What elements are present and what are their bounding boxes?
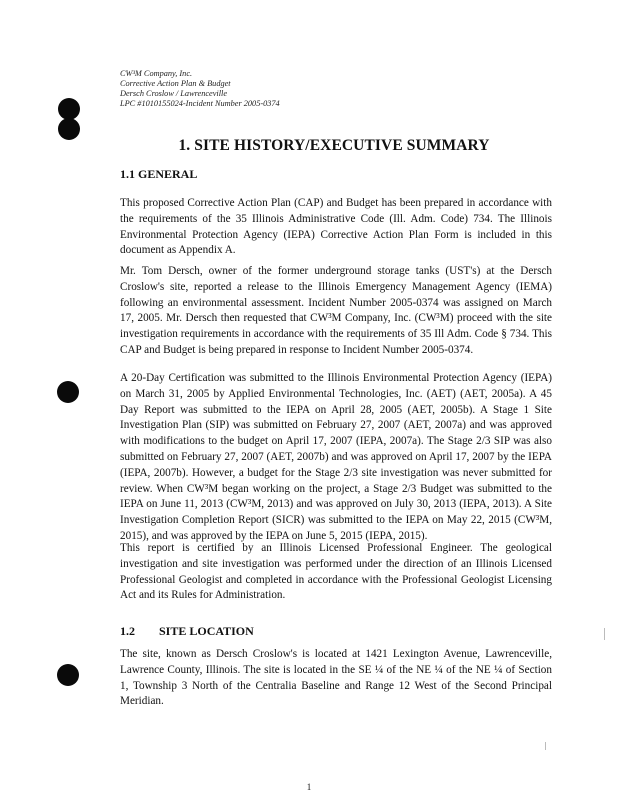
paragraph: This proposed Corrective Action Plan (CAP) and Budget has been prepared in accordance with the requirements of the 35 Illinois Administrative Code (Ill. Adm. Code) 734. The Illinois Environmental Protection Agency (IEPA) Corrective Action Plan Form is included in this document as Appendix A. (120, 197, 552, 257)
header-plan: Corrective Action Plan & Budget (120, 79, 231, 88)
punch-hole-middle (57, 381, 79, 403)
section-heading-general (120, 167, 197, 182)
header-company: CW³M Company, Inc. (120, 69, 193, 78)
section-title: SITE LOCATION (159, 624, 254, 638)
scan-mark (604, 628, 605, 640)
paragraph: This report is certified by an Illinois Licensed Professional Engineer. The geological investigation and site investigation was performed under the direction of an Illinois Licensed Professional Geologist and completed in accordance with the Professional Geologist Licensing Act and its Rules for Administration. (120, 542, 552, 602)
section-number: 1.1 (120, 167, 135, 181)
document-header (120, 69, 420, 109)
punch-hole-top-1 (58, 98, 80, 120)
scan-mark (545, 742, 546, 750)
paragraph: A 20-Day Certification was submitted to the Illinois Environmental Protection Agency (IEPA) on March 31, 2005 by Applied Environmental Technologies, Inc. (AET) (AET, 2005a). A 45 Day Report was submitted to the IEPA on April 28, 2005 (AET, 2005b). A Stage 1 Site Investigation Plan (SIP) was submitted on February 27, 2007 (AET, 2007a) and was approved with modifications to the budget on April 17, 2007 (IEPA, 2007a). The Stage 2/3 SIP was also submitted on February 27, 2007 (AET, 2007b) and was approved on April 17, 2007 by the IEPA (IEPA, 2007b). However, a budget for the Stage 2/3 site investigation was never submitted for review. When CW³M began working on the project, a Stage 2/3 Budget was submitted to the IEPA on June 11, 2013 (CW³M, 2013) and was approved on July 30, 2013 (IEPA, 2013). A Site Investigation Completion Report (SICR) was submitted to the IEPA on May 22, 2015 (CW³M, 2015), and was approved by the IEPA on June 5, 2015 (IEPA, 2015). (120, 372, 552, 542)
punch-hole-bottom (57, 664, 79, 686)
page-title: 1. SITE HISTORY/EXECUTIVE SUMMARY (178, 137, 490, 154)
section-title: GENERAL (138, 167, 198, 181)
paragraph: Mr. Tom Dersch, owner of the former underground storage tanks (UST's) at the Dersch Croslow's site, reported a release to the Illinois Emergency Management Agency (IEMA) following an environmental assessment. Incident Number 2005-0374 was assigned on March 17, 2005. Mr. Dersch then requested that CW³M Company, Inc. (CW³M) proceed with the site investigation requirements in accordance with the requirements of 35 Ill Adm. Code § 734. This CAP and Budget is being prepared in response to Incident Number 2005-0374. (120, 265, 552, 356)
header-site: Dersch Croslow / Lawrenceville (120, 89, 228, 98)
section-heading-site-location (120, 624, 254, 639)
page-number: 1 (306, 782, 312, 792)
section-number: 1.2 (120, 624, 135, 638)
paragraph: The site, known as Dersch Croslow's is located at 1421 Lexington Avenue, Lawrenceville, Lawrence County, Illinois. The site is located in the SE ¼ of the NE ¼ of the NE ¼ of Section 1, Township 3 North of the Centralia Baseline and Range 12 West of the Second Principal Meridian. (120, 648, 552, 708)
header-incident: LPC #1010155024-Incident Number 2005-0374 (120, 99, 280, 108)
